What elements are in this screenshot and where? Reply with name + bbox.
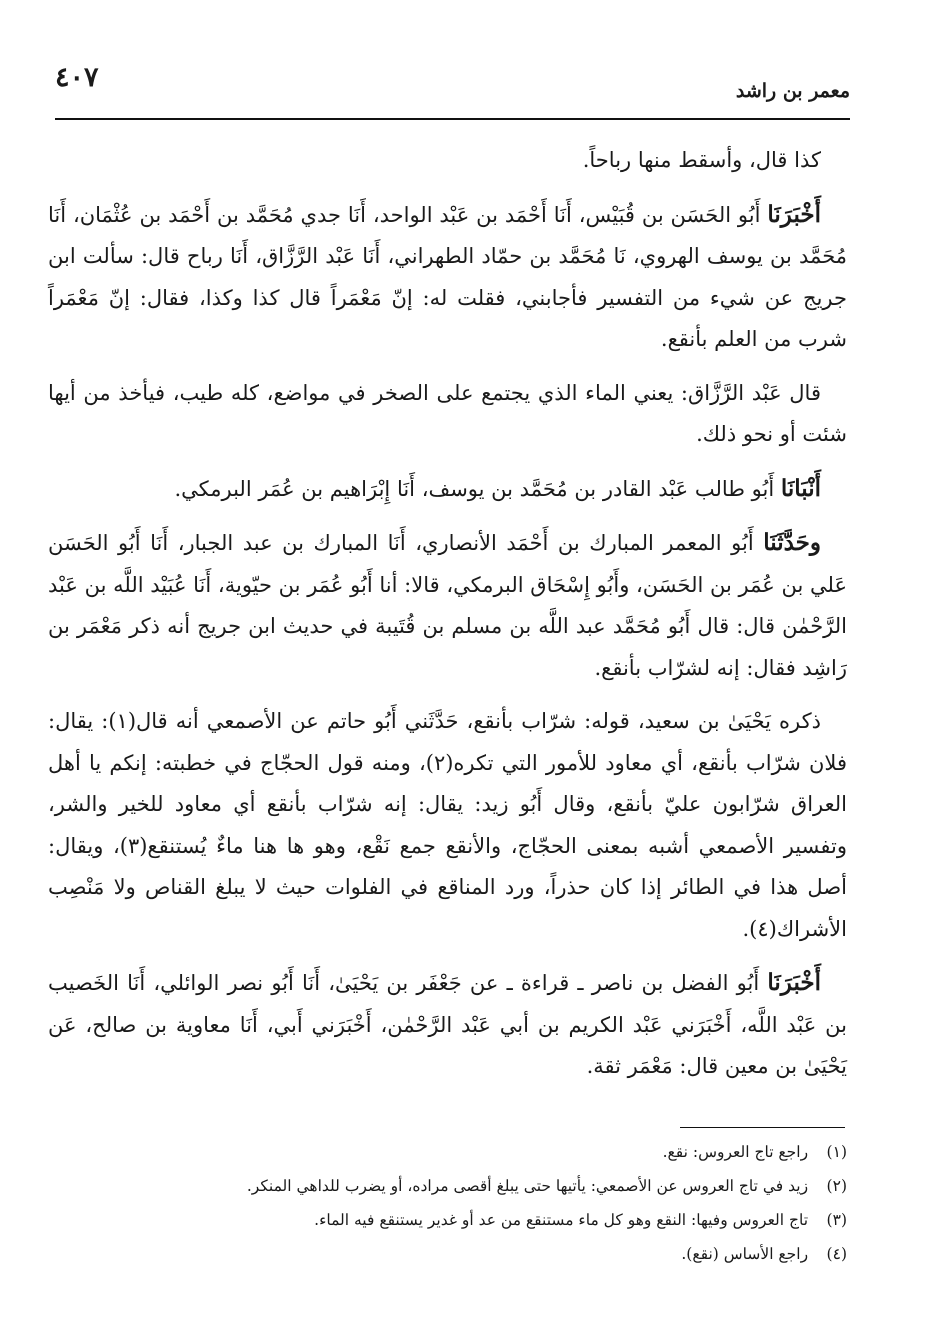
header-rule: [55, 118, 850, 120]
paragraph-4-keyword: أَنْبَانَا: [780, 474, 821, 502]
paragraph-5: [48, 522, 847, 689]
paragraph-7-text: أَبُو الفضل بن ناصر ـ قراءة ـ عن جَعْفَر بن يَحْيَىٰ، أَنَا أَبُو نصر الوائلي، أَنَا الخَصيب بن عَبْد اللَّه، أَخْبَرَني عَبْد الكريم بن أبي عَبْد الرَّحْمٰن، أَخْبَرَني أَبي، أَنَا معاوية بن صالح، عَن يَحْيَىٰ بن معين قال: مَعْمَر ثقة.: [48, 971, 847, 1078]
paragraph-6: [48, 701, 847, 950]
paragraph-1: [48, 140, 847, 182]
paragraph-2-keyword: أَخْبَرَنَا: [767, 200, 821, 228]
footnote-4: [150, 1237, 847, 1271]
paragraph-6-text: ذكره يَحْيَىٰ بن سعيد، قوله: شرّاب بأنقع، حَدَّثَني أَبُو حاتم عن الأصمعي أنه قال(١): يقال: فلان شرّاب بأنقع، أي معاود للأمور التي تكره(٢)، ومنه قول الحجّاج في خطبته: إنكم يا أهل العراق شرّابون عليّ بأنقع، وقال أَبُو زيد: يقال: إنه شرّاب بأنقع أي معاود للخير والشر، وتفسير الأصمعي أشبه بمعنى الحجّاج، والأنقع جمع نَقْع، وهو ها هنا ماءٌ يُستنقع(٣)، ويقال: أصل هذا في الطائر إذا كان حذراً، ورد المناقع في الفلوات حيث لا يبلغ القناص ولا مَنْصِب الأشراك(٤).: [48, 709, 847, 941]
paragraph-5-keyword: وحَدَّثَنَا: [763, 529, 821, 556]
footnote-2: [150, 1169, 847, 1203]
running-title: معمر بن راشد: [735, 80, 850, 102]
paragraph-4: [48, 468, 847, 511]
footnote-3: [150, 1203, 847, 1237]
paragraph-3: [48, 373, 847, 456]
footnote-3-text: تاج العروس وفيها: النقع وهو كل ماء مستنقع من عد أو غدير يستنقع فيه الماء.: [314, 1211, 809, 1229]
paragraph-2-text: أَبُو الحَسَن بن قُبَيْس، أَنَا أَحْمَد بن عَبْد الواحد، أَنَا جدي مُحَمَّد بن أَحْمَد بن عُثْمَان، أَنَا مُحَمَّد بن يوسف الهروي، نَا مُحَمَّد بن حمّاد الطهراني، أَنَا عَبْد الرَّزَّاق، أَنَا رباح قال: سألت ابن جريج عن شيء من التفسير فأجابني، فقلت له: إنّ مَعْمَراً قال كذا وكذا، فقال: إنّ مَعْمَراً شرب من العلم بأنقع.: [48, 202, 847, 351]
footnote-3-number: (٣): [826, 1211, 847, 1229]
footnote-1-number: (١): [826, 1143, 847, 1161]
paragraph-3-text: قال عَبْد الرَّزَّاق: يعني الماء الذي يجتمع على الصخر في مواضع، كله طيب، فيأخذ من أيها شئت أو نحو ذلك.: [48, 380, 847, 446]
paragraph-7: [48, 962, 847, 1088]
footnote-2-number: (٢): [826, 1177, 847, 1195]
paragraph-4-text: أَبُو طالب عَبْد القادر بن مُحَمَّد بن يوسف، أَنَا إِبْرَاهيم بن عُمَر البرمكي.: [174, 476, 781, 501]
paragraph-5-text: أَبُو المعمر المبارك بن أَحْمَد الأنصاري، أَنَا المبارك بن عبد الجبار، أَنَا أَبُو الحَسَن عَلي بن عُمَر بن الحَسَن، وأَبُو إِسْحَاق البرمكي، قالا: أنا أَبُو عُمَر بن حيّوية، أَنَا عُبَيْد اللَّه بن عَبْد الرَّحْمٰن قال: قال أَبُو مُحَمَّد عبد اللَّه بن مسلم بن قُتَيبة في حديث ابن جريج أنه ذكر مَعْمَر بن رَاشِد فقال: إنه لشرّاب بأنقع.: [48, 531, 847, 680]
footnote-1-text: راجع تاج العروس: نقع.: [662, 1143, 809, 1161]
footnote-4-number: (٤): [826, 1245, 847, 1263]
footnote-1: [150, 1135, 847, 1169]
paragraph-1-text: كذا قال، وأسقط منها رباحاً.: [582, 148, 821, 172]
main-text: [48, 140, 847, 1100]
footnote-4-text: راجع الأساس (نقع).: [681, 1245, 809, 1263]
footnote-rule: [680, 1127, 845, 1128]
footnote-2-text: زيد في تاج العروس عن الأصمعي: يأتيها حتى يبلغ أقصى مراده، أو يضرب للداهي المنكر.: [246, 1177, 809, 1195]
paragraph-7-keyword: أَخْبَرَنَا: [767, 969, 821, 996]
footnotes: [150, 1135, 847, 1271]
paragraph-2: [48, 194, 847, 361]
page-number: ٤٠٧: [55, 62, 99, 93]
